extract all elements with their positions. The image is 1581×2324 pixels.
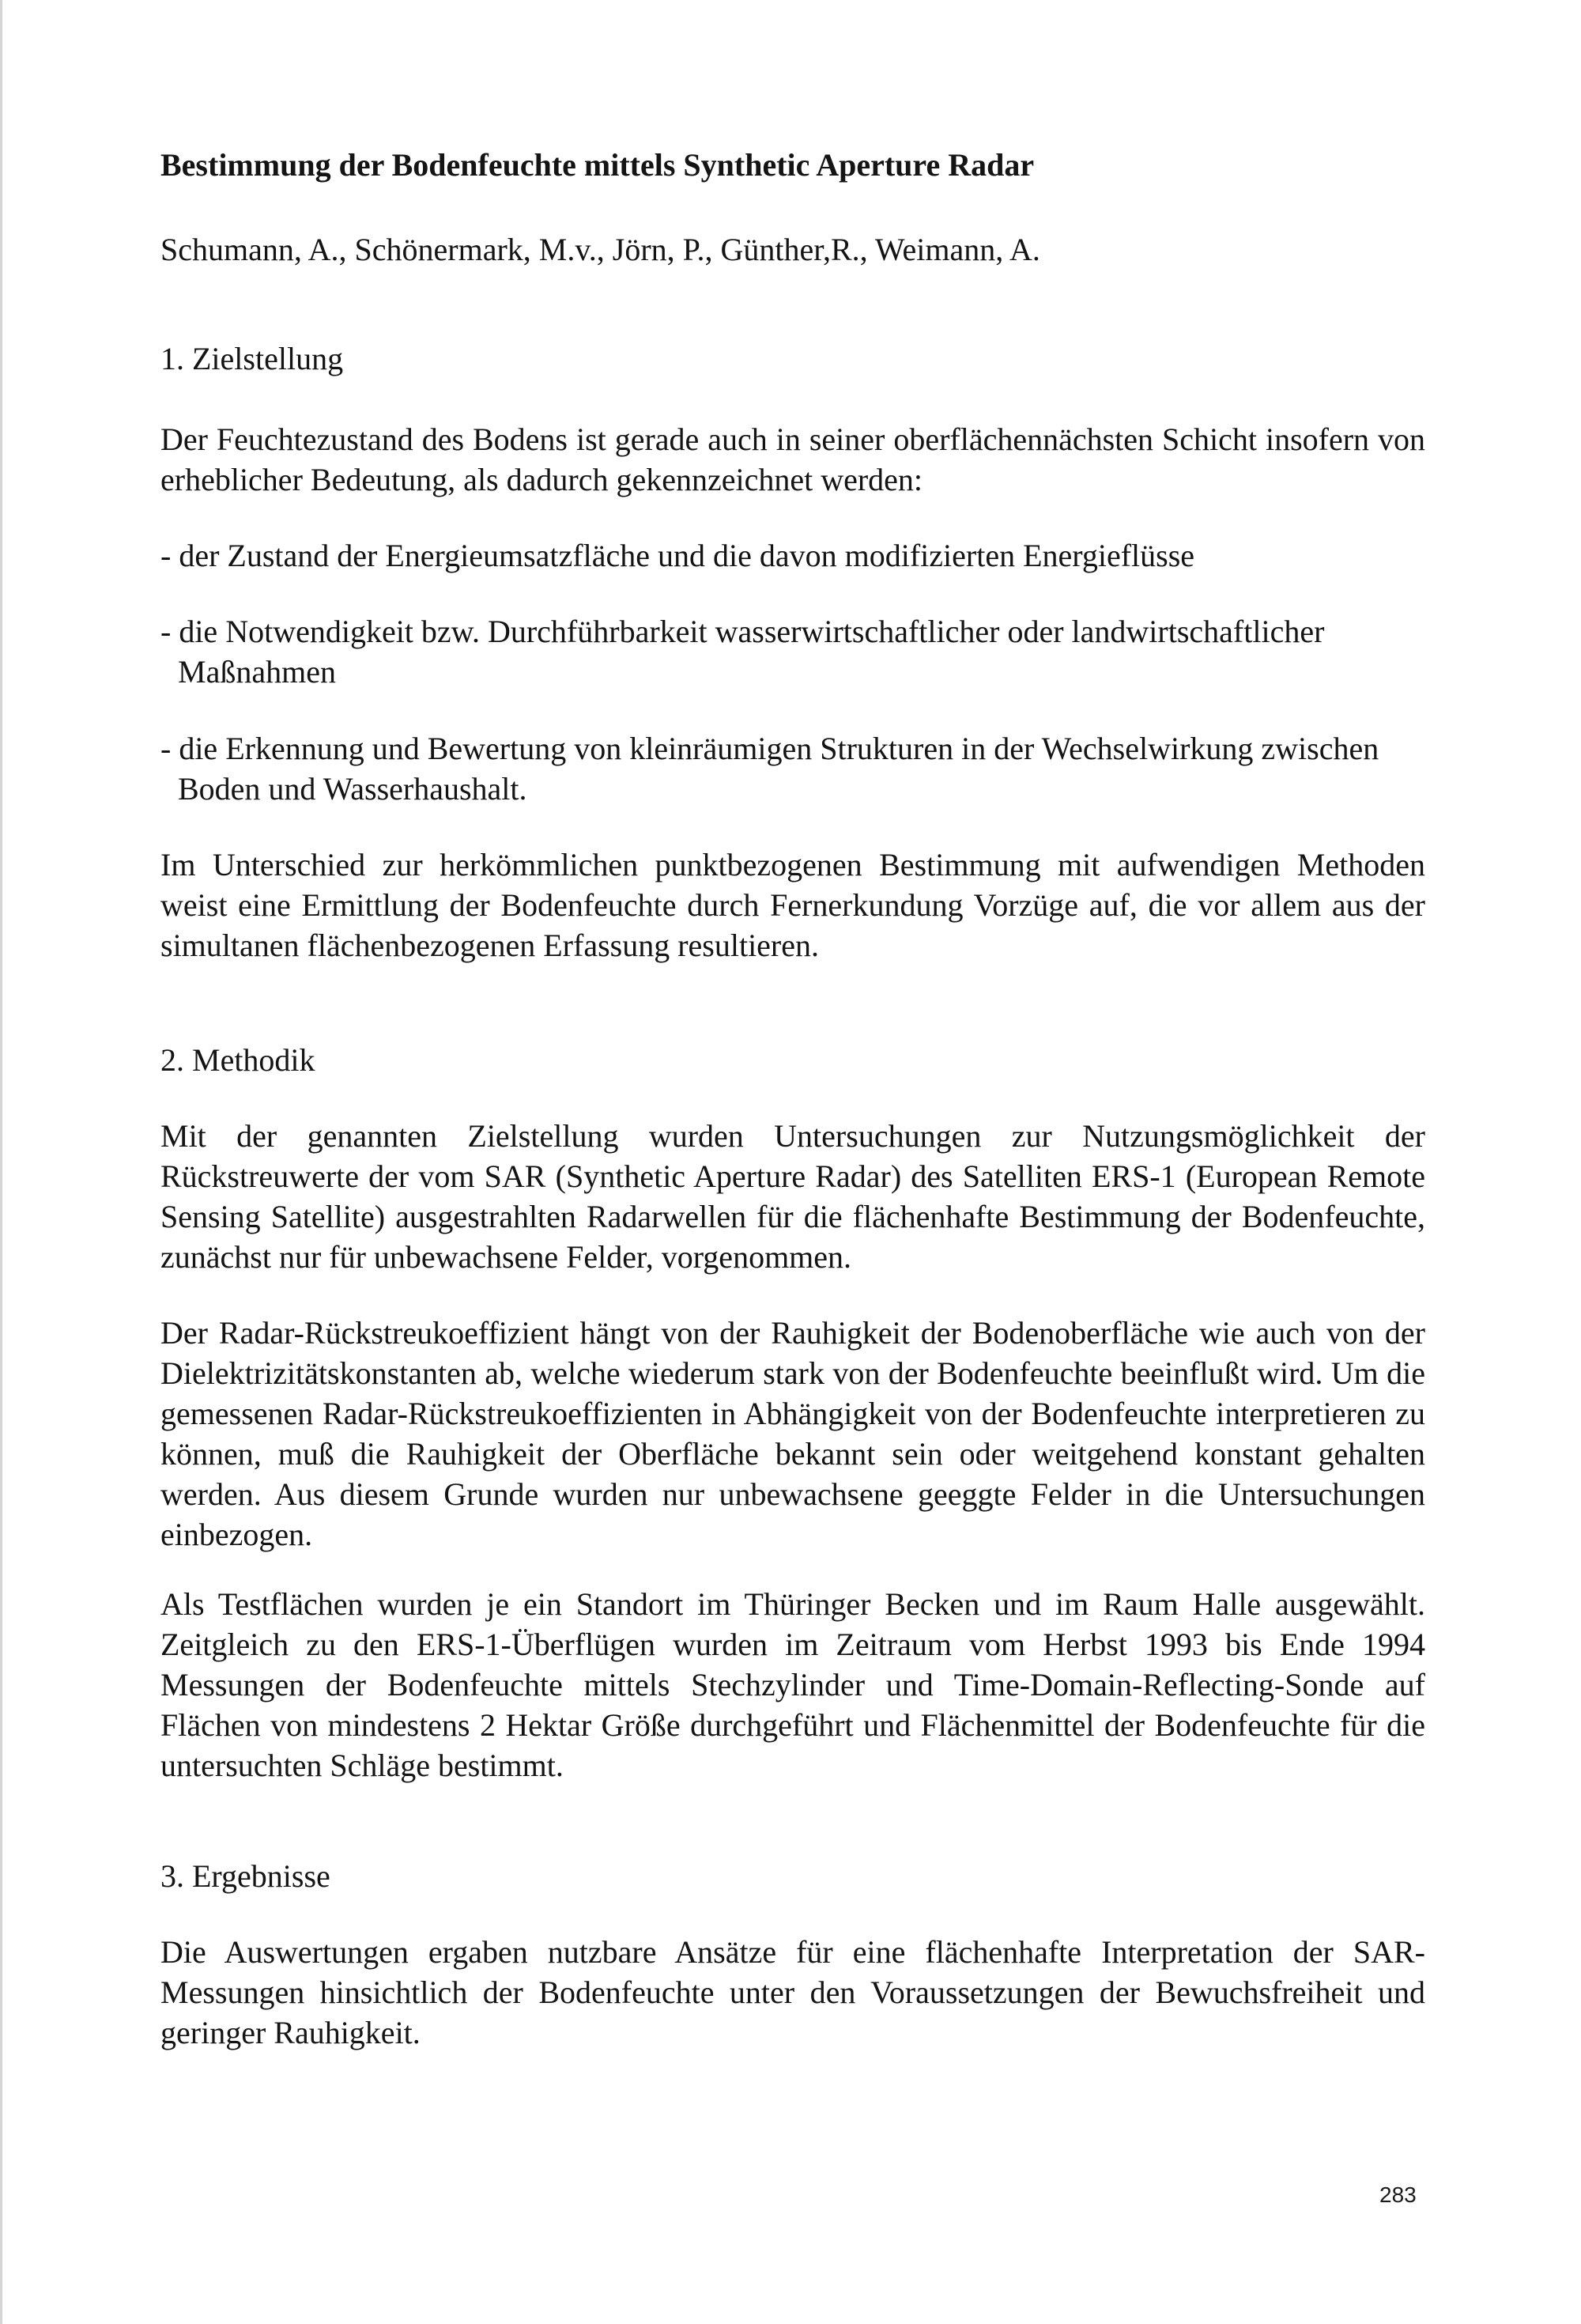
page-number: 283 bbox=[1379, 2182, 1417, 2207]
section-2-paragraph: Mit der genannten Zielstellung wurden Untersuchungen zur Nutzungsmöglichkeit der Rückstreuwerte der vom SAR (Synthetic Aperture Radar) des Satelliten ERS-1 (European Remote Sensing Satellite) ausgestrahlten Radarwellen für die flächenhafte Bestimmung der Bodenfeuchte, zunächst nur für unbewachsene Felder, vorgenommen. bbox=[160, 1118, 1425, 1275]
section-heading-ergebnisse: 3. Ergebnisse bbox=[160, 1858, 330, 1894]
bullet-item: - die Erkennung und Bewertung von kleinräumigen Strukturen in der Wechselwirkung zwischen Boden und Wasserhaushalt. bbox=[160, 731, 1379, 807]
section-2-paragraph: Der Radar-Rückstreukoeffizient hängt von der Rauhigkeit der Bodenoberfläche wie auch von der Dielektrizitätskonstanten ab, welche wiederum stark von der Bodenfeuchte beeinflußt wird. Um die gemessenen Radar-Rückstreukoeffizienten in Abhängigkeit von der Bodenfeuchte interpretieren zu können, muß die Rauhigkeit der Oberfläche bekannt sein oder weitgehend konstant gehalten werden. Aus diesem Grunde wurden nur unbewachsene geeggte Felder in die Untersuchungen einbezogen. bbox=[160, 1315, 1425, 1552]
scan-left-edge bbox=[0, 0, 2, 2324]
section-1-closing: Im Unterschied zur herkömmlichen punktbezogenen Bestimmung mit aufwendigen Methoden weist eine Ermittlung der Bodenfeuchte durch Fernerkundung Vorzüge auf, die vor allem aus der simultanen flächenbezogenen Erfassung resultieren. bbox=[160, 847, 1425, 963]
section-heading-methodik: 2. Methodik bbox=[160, 1042, 315, 1078]
bullet-item: - die Notwendigkeit bzw. Durchführbarkeit wasserwirtschaftlicher oder landwirtschaftlicher Maßnahmen bbox=[160, 614, 1325, 690]
section-2-paragraph: Als Testflächen wurden je ein Standort im Thüringer Becken und im Raum Halle ausgewählt. Zeitgleich zu den ERS-1-Überflügen wurden im Zeitraum vom Herbst 1993 bis Ende 1994 Messungen der Bodenfeuchte mittels Stechzylinder und Time-Domain-Reflecting-Sonde auf Flächen von mindestens 2 Hektar Größe durchgeführt und Flächenmittel der Bodenfeuchte für die untersuchten Schläge bestimmt. bbox=[160, 1586, 1425, 1783]
author-list: Schumann, A., Schönermark, M.v., Jörn, P., Günther,R., Weimann, A. bbox=[160, 232, 1040, 267]
bullet-item: - der Zustand der Energieumsatzfläche und die davon modifizierten Energieflüsse bbox=[160, 538, 1195, 573]
document-title: Bestimmung der Bodenfeuchte mittels Synthetic Aperture Radar bbox=[160, 147, 1035, 183]
section-1-intro: Der Feuchtezustand des Bodens ist gerade auch in seiner oberflächennächsten Schicht insofern von erheblicher Bedeutung, als dadurch gekennzeichnet werden: bbox=[160, 421, 1425, 497]
section-heading-zielstellung: 1. Zielstellung bbox=[160, 341, 344, 376]
section-3-paragraph: Die Auswertungen ergaben nutzbare Ansätze für eine flächenhafte Interpretation der SAR-Messungen hinsichtlich der Bodenfeuchte unter den Voraussetzungen der Bewuchsfreiheit und geringer Rauhigkeit. bbox=[160, 1934, 1425, 2050]
